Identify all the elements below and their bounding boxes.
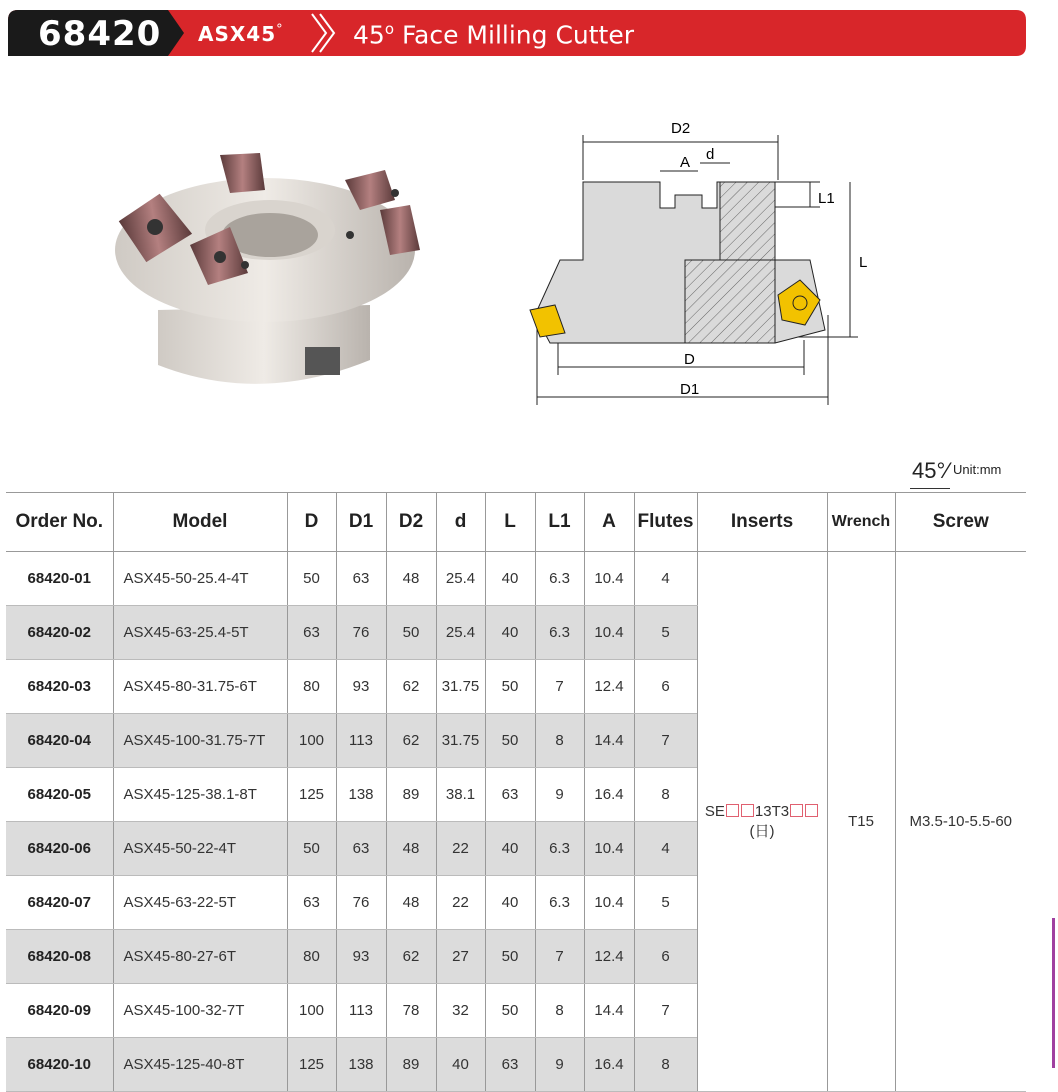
table-row bbox=[6, 552, 1026, 606]
cell-l1: 9 bbox=[535, 1038, 584, 1092]
cell-d: 32 bbox=[436, 984, 485, 1038]
cell-d1: 63 bbox=[336, 552, 386, 606]
cell-d2: 62 bbox=[386, 714, 436, 768]
cell-model: ASX45-125-38.1-8T bbox=[113, 768, 287, 822]
cell-order-no: 68420-05 bbox=[6, 768, 113, 822]
cell-d2: 48 bbox=[386, 876, 436, 930]
col-d: D bbox=[287, 493, 336, 552]
cell-l: 40 bbox=[485, 606, 535, 660]
cell-flutes: 8 bbox=[634, 768, 697, 822]
label-d1: D1 bbox=[680, 381, 700, 398]
cell-d1: 113 bbox=[336, 984, 386, 1038]
cell-l1: 6.3 bbox=[535, 606, 584, 660]
cell-flutes: 5 bbox=[634, 606, 697, 660]
cell-screw: M3.5-10-5.5-60 bbox=[895, 552, 1026, 1092]
cell-a: 16.4 bbox=[584, 768, 634, 822]
cell-model: ASX45-100-32-7T bbox=[113, 984, 287, 1038]
cell-order-no: 68420-08 bbox=[6, 930, 113, 984]
cutter-photo bbox=[80, 135, 450, 405]
cell-flutes: 4 bbox=[634, 822, 697, 876]
cell-order-no: 68420-03 bbox=[6, 660, 113, 714]
cell-l1: 8 bbox=[535, 714, 584, 768]
cell-d: 63 bbox=[287, 606, 336, 660]
cell-model: ASX45-125-40-8T bbox=[113, 1038, 287, 1092]
cell-d: 100 bbox=[287, 714, 336, 768]
cell-d2: 89 bbox=[386, 1038, 436, 1092]
cell-flutes: 7 bbox=[634, 984, 697, 1038]
cell-a: 10.4 bbox=[584, 822, 634, 876]
cell-l1: 9 bbox=[535, 768, 584, 822]
cell-d2: 48 bbox=[386, 552, 436, 606]
cell-d: 50 bbox=[287, 822, 336, 876]
cell-d1: 63 bbox=[336, 822, 386, 876]
label-dd: D bbox=[684, 351, 695, 368]
col-model: Model bbox=[113, 493, 287, 552]
label-d2: D2 bbox=[671, 120, 691, 137]
cell-l: 50 bbox=[485, 660, 535, 714]
cell-d: 80 bbox=[287, 930, 336, 984]
cell-flutes: 6 bbox=[634, 930, 697, 984]
col-flutes: Flutes bbox=[634, 493, 697, 552]
cell-order-no: 68420-01 bbox=[6, 552, 113, 606]
cell-d: 22 bbox=[436, 822, 485, 876]
cell-a: 10.4 bbox=[584, 552, 634, 606]
col-a: A bbox=[584, 493, 634, 552]
model-tag: ASX45° bbox=[198, 22, 284, 46]
cell-a: 12.4 bbox=[584, 660, 634, 714]
placeholder-box-icon bbox=[805, 804, 818, 817]
cell-model: ASX45-80-31.75-6T bbox=[113, 660, 287, 714]
unit-label: 45°⁄ Unit:mm bbox=[912, 458, 1002, 483]
page-edge-mark bbox=[1052, 918, 1058, 1068]
cell-a: 16.4 bbox=[584, 1038, 634, 1092]
cell-l1: 6.3 bbox=[535, 822, 584, 876]
cell-order-no: 68420-02 bbox=[6, 606, 113, 660]
cell-order-no: 68420-09 bbox=[6, 984, 113, 1038]
cell-a: 10.4 bbox=[584, 876, 634, 930]
cell-d1: 76 bbox=[336, 876, 386, 930]
col-screw: Screw bbox=[895, 493, 1026, 552]
cell-d2: 50 bbox=[386, 606, 436, 660]
cell-d1: 138 bbox=[336, 1038, 386, 1092]
cell-l: 63 bbox=[485, 768, 535, 822]
cell-d: 100 bbox=[287, 984, 336, 1038]
cell-d: 25.4 bbox=[436, 552, 485, 606]
cell-model: ASX45-100-31.75-7T bbox=[113, 714, 287, 768]
cell-flutes: 7 bbox=[634, 714, 697, 768]
cell-d2: 48 bbox=[386, 822, 436, 876]
cell-flutes: 4 bbox=[634, 552, 697, 606]
cell-order-no: 68420-10 bbox=[6, 1038, 113, 1092]
table-header-row bbox=[6, 493, 1026, 552]
col-inserts: Inserts bbox=[697, 493, 827, 552]
cell-flutes: 5 bbox=[634, 876, 697, 930]
unit-underline bbox=[910, 488, 950, 489]
cell-d: 25.4 bbox=[436, 606, 485, 660]
cell-a: 14.4 bbox=[584, 984, 634, 1038]
cell-d: 63 bbox=[287, 876, 336, 930]
cell-a: 10.4 bbox=[584, 606, 634, 660]
cell-d: 40 bbox=[436, 1038, 485, 1092]
col-l1: L1 bbox=[535, 493, 584, 552]
header-banner bbox=[8, 10, 1026, 56]
label-l1: L1 bbox=[818, 190, 835, 207]
cell-order-no: 68420-07 bbox=[6, 876, 113, 930]
placeholder-box-icon bbox=[726, 804, 739, 817]
cell-model: ASX45-80-27-6T bbox=[113, 930, 287, 984]
cell-l: 40 bbox=[485, 876, 535, 930]
cell-d: 38.1 bbox=[436, 768, 485, 822]
cell-order-no: 68420-04 bbox=[6, 714, 113, 768]
cell-d: 31.75 bbox=[436, 660, 485, 714]
cell-l: 50 bbox=[485, 984, 535, 1038]
cell-d2: 89 bbox=[386, 768, 436, 822]
page-title: 45$^o$ Face Milling Cutter bbox=[353, 20, 635, 50]
cell-d: 27 bbox=[436, 930, 485, 984]
cell-l: 50 bbox=[485, 714, 535, 768]
cell-d1: 93 bbox=[336, 930, 386, 984]
cell-model: ASX45-50-25.4-4T bbox=[113, 552, 287, 606]
cell-d: 80 bbox=[287, 660, 336, 714]
cell-l1: 7 bbox=[535, 930, 584, 984]
cell-l1: 8 bbox=[535, 984, 584, 1038]
cell-l: 50 bbox=[485, 930, 535, 984]
cell-flutes: 8 bbox=[634, 1038, 697, 1092]
placeholder-box-icon bbox=[790, 804, 803, 817]
col-small-d: d bbox=[436, 493, 485, 552]
label-l: L bbox=[859, 254, 868, 271]
cell-d: 22 bbox=[436, 876, 485, 930]
col-wrench: Wrench bbox=[827, 493, 895, 552]
cell-order-no: 68420-06 bbox=[6, 822, 113, 876]
cell-l1: 7 bbox=[535, 660, 584, 714]
cell-d: 31.75 bbox=[436, 714, 485, 768]
cell-l: 63 bbox=[485, 1038, 535, 1092]
cell-d2: 78 bbox=[386, 984, 436, 1038]
cell-d1: 93 bbox=[336, 660, 386, 714]
cell-d2: 62 bbox=[386, 660, 436, 714]
cell-model: ASX45-63-22-5T bbox=[113, 876, 287, 930]
cell-wrench: T15 bbox=[827, 552, 895, 1092]
cell-d: 125 bbox=[287, 768, 336, 822]
cell-d1: 76 bbox=[336, 606, 386, 660]
cell-d: 125 bbox=[287, 1038, 336, 1092]
cell-a: 12.4 bbox=[584, 930, 634, 984]
placeholder-box-icon bbox=[741, 804, 754, 817]
spec-table bbox=[6, 492, 1026, 1092]
col-l: L bbox=[485, 493, 535, 552]
cell-l1: 6.3 bbox=[535, 876, 584, 930]
cell-l1: 6.3 bbox=[535, 552, 584, 606]
technical-drawing bbox=[520, 115, 880, 415]
cell-d1: 113 bbox=[336, 714, 386, 768]
product-code: 68420 bbox=[38, 14, 162, 54]
cell-l: 40 bbox=[485, 552, 535, 606]
label-a: A bbox=[680, 154, 691, 171]
cell-a: 14.4 bbox=[584, 714, 634, 768]
cell-d2: 62 bbox=[386, 930, 436, 984]
cell-inserts: SE 13T3 (日) bbox=[697, 552, 827, 1092]
cell-d: 50 bbox=[287, 552, 336, 606]
cell-l: 40 bbox=[485, 822, 535, 876]
cell-flutes: 6 bbox=[634, 660, 697, 714]
cell-d1: 138 bbox=[336, 768, 386, 822]
cell-model: ASX45-50-22-4T bbox=[113, 822, 287, 876]
cell-model: ASX45-63-25.4-5T bbox=[113, 606, 287, 660]
angle-slash-icon: °⁄ bbox=[936, 458, 949, 483]
label-d: d bbox=[706, 146, 715, 163]
col-d2: D2 bbox=[386, 493, 436, 552]
col-order-no: Order No. bbox=[6, 493, 113, 552]
col-d1: D1 bbox=[336, 493, 386, 552]
